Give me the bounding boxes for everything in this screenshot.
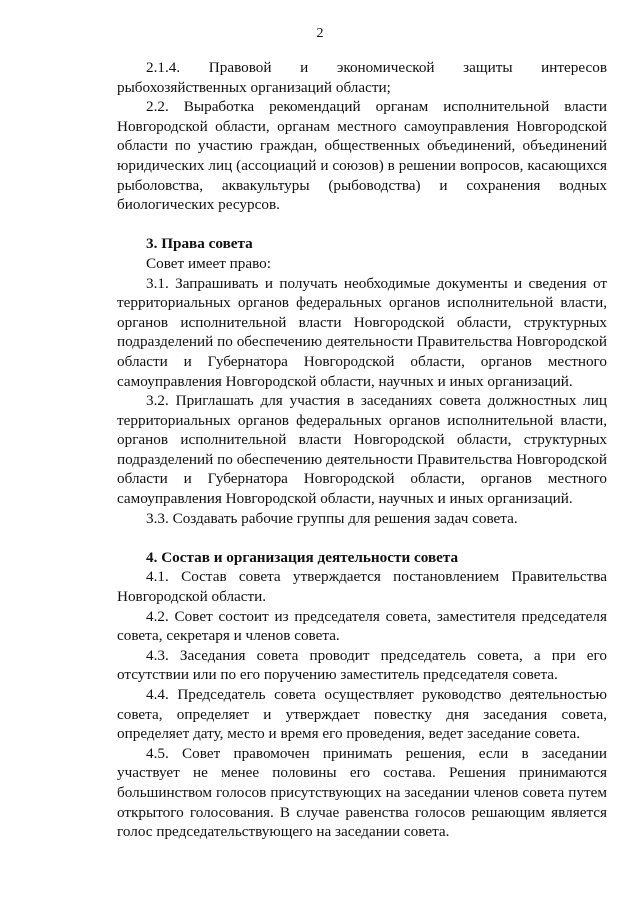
paragraph-4-5: 4.5. Совет правомочен принимать решения, если в заседании участвует не менее половины его состава. Решения принимаются большинством голосов присутствующих на заседании членов совета путем открытого голосования. В случае равенства голосов решающим является голос председательствующего на заседании совета. — [117, 744, 607, 841]
paragraph-2-2: 2.2. Выработка рекомендаций органам исполнительной власти Новгородской области, органам местного самоуправления Новгородской области по участию граждан, общественных объединений, объединений юридических лиц (ассоциаций и союзов) в решении вопросов, касающихся рыболовства, аквакультуры (рыбоводства) и сохранения водных биологических ресурсов. — [117, 98, 607, 214]
paragraph-4-2: 4.2. Совет состоит из председателя совета, заместителя председателя совета, секретаря и членов совета. — [117, 607, 607, 645]
paragraph-4-1: 4.1. Состав совета утверждается постановлением Правительства Новгородской области. — [117, 568, 607, 606]
section-4-heading: 4. Состав и организация деятельности совета — [146, 548, 459, 566]
paragraph-3-2: 3.2. Приглашать для участия в заседаниях совета должностных лиц территориальных органов федеральных органов исполнительной власти, органов исполнительной власти Новгородской области, структурных подразделений по обеспечению деятельности Правительства Новгородской области и Губернатора Новгородской области, органов местного самоуправления Новгородской области, научных и иных организаций. — [117, 392, 607, 508]
paragraph-4-3: 4.3. Заседания совета проводит председатель совета, а при его отсутствии или по его поручению заместитель председателя совета. — [117, 646, 607, 684]
spacer — [117, 528, 607, 548]
section-3-intro: Совет имеет право: — [146, 254, 271, 272]
paragraph-3-1: 3.1. Запрашивать и получать необходимые документы и сведения от территориальных органов федеральных органов исполнительной власти, органов исполнительной власти Новгородской области, структурных подразделений по обеспечению деятельности Правительства Новгородской области и Губернатора Новгородской области, органов местного самоуправления Новгородской области, научных и иных организаций. — [117, 274, 607, 390]
paragraph-2-1-4: 2.1.4. Правовой и экономической защиты интересов рыбохозяйственных организаций области; — [117, 59, 607, 96]
paragraph-4-4: 4.4. Председатель совета осуществляет руководство деятельностью совета, определяет и утверждает повестку дня заседания совета, определяет дату, место и время его проведения, ведет заседание совета. — [117, 686, 607, 743]
spacer — [117, 215, 607, 235]
page-number: 2 — [316, 26, 324, 41]
paragraph-3-3: 3.3. Создавать рабочие группы для решения задач совета. — [146, 509, 518, 527]
document-body — [117, 58, 607, 842]
section-3-heading: 3. Права совета — [146, 235, 253, 253]
